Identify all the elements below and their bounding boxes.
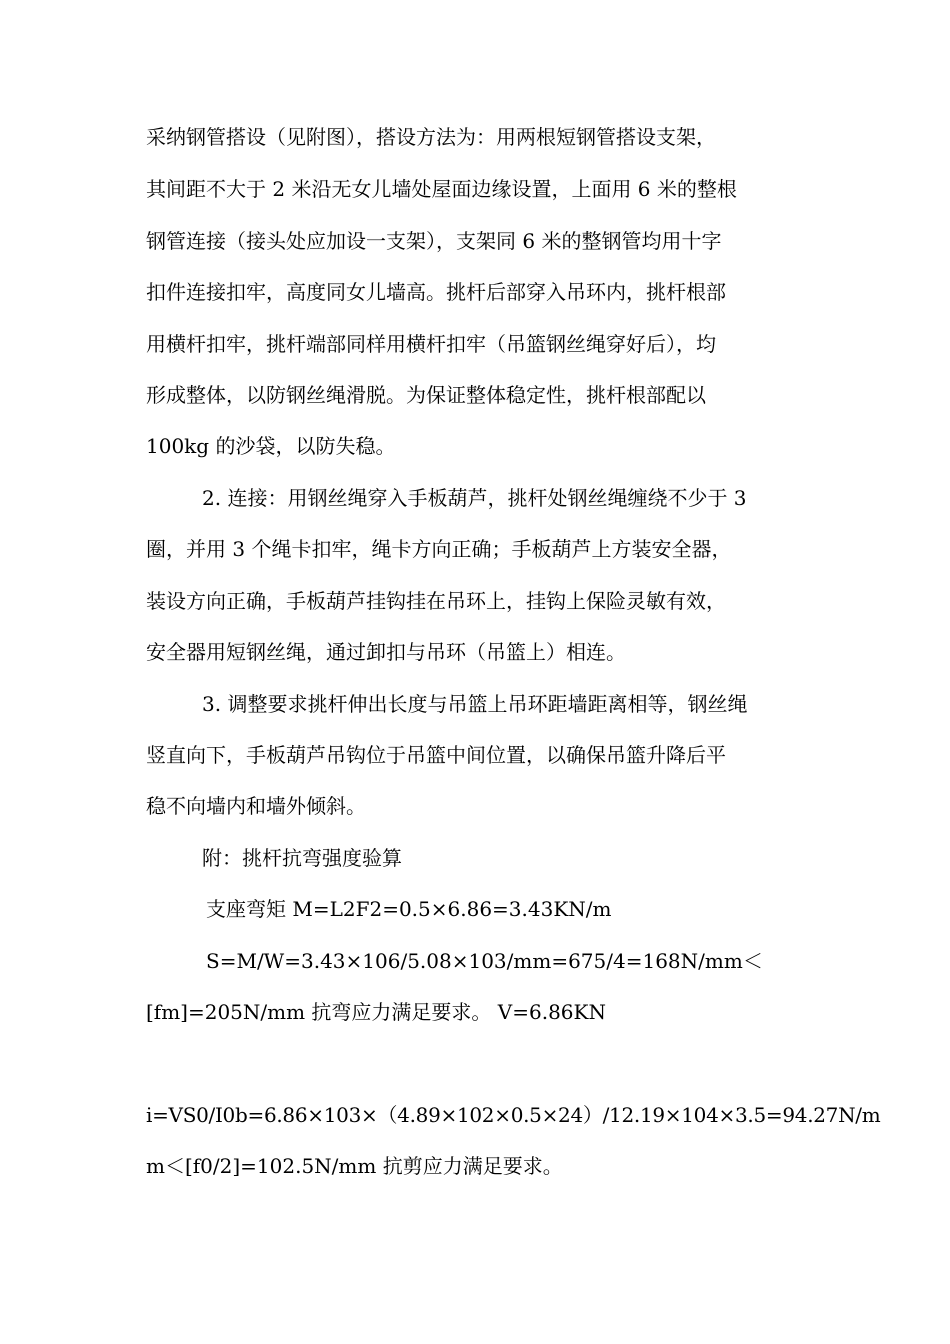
formula-line: 支座弯矩 M=L2F2=0.5×6.86=3.43KN/m	[206, 897, 612, 921]
paragraph-line: 竖直向下，手板葫芦吊钩位于吊篮中间位置，以确保吊篮升降后平	[146, 743, 726, 767]
paragraph-line: 稳不向墙内和墙外倾斜。	[146, 794, 366, 818]
paragraph-line: 形成整体，以防钢丝绳滑脱。为保证整体稳定性，挑杆根部配以	[146, 383, 706, 407]
paragraph-line: 装设方向正确，手板葫芦挂钩挂在吊环上，挂钩上保险灵敏有效，	[146, 589, 726, 613]
appendix-heading: 附：挑杆抗弯强度验算	[202, 846, 402, 870]
paragraph-line: 采纳钢管搭设（见附图），搭设方法为：用两根短钢管搭设支架，	[146, 125, 716, 149]
formula-line: i=VS0/I0b=6.86×103×（4.89×102×0.5×24）/12.19×104×3.5=94.27N/m	[146, 1103, 881, 1127]
paragraph-line: 100kg 的沙袋，以防失稳。	[146, 434, 396, 458]
paragraph-line: 安全器用短钢丝绳，通过卸扣与吊环（吊篮上）相连。	[146, 640, 626, 664]
paragraph-line: 圈，并用 3 个绳卡扣牢，绳卡方向正确；手板葫芦上方装安全器，	[146, 537, 732, 561]
paragraph-line: 钢管连接（接头处应加设一支架），支架同 6 米的整钢管均用十字	[146, 229, 722, 253]
formula-line: m＜[f0/2]=102.5N/mm 抗剪应力满足要求。	[146, 1154, 563, 1178]
formula-line: S=M/W=3.43×106/5.08×103/mm=675/4=168N/mm＜	[206, 949, 763, 973]
paragraph-line: 用横杆扣牢，挑杆端部同样用横杆扣牢（吊篮钢丝绳穿好后），均	[146, 332, 716, 356]
paragraph-line: 扣件连接扣牢，高度同女儿墙高。挑杆后部穿入吊环内，挑杆根部	[146, 280, 726, 304]
formula-line: [fm]=205N/mm 抗弯应力满足要求。 V=6.86KN	[146, 1000, 606, 1024]
paragraph-line: 3. 调整要求挑杆伸出长度与吊篮上吊环距墙距离相等，钢丝绳	[202, 692, 748, 716]
paragraph-line: 2. 连接：用钢丝绳穿入手板葫芦，挑杆处钢丝绳缠绕不少于 3	[202, 486, 747, 510]
paragraph-line: 其间距不大于 2 米沿无女儿墙处屋面边缘设置，上面用 6 米的整根	[146, 177, 737, 201]
